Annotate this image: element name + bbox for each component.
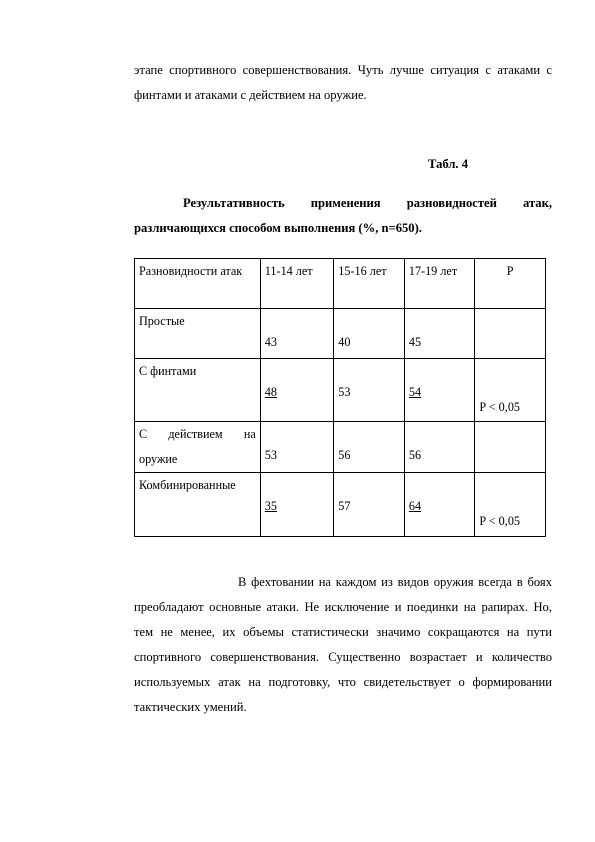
row-label: С финтами: [135, 359, 261, 422]
table-row: [135, 309, 546, 359]
underlined-value: 35: [264, 499, 277, 513]
row-label: Комбинированные: [135, 473, 261, 537]
underlined-value: 54: [408, 385, 422, 399]
cell-value: 53: [260, 422, 334, 473]
results-table: [134, 258, 546, 537]
cell-value: 43: [260, 309, 334, 359]
table-row: [135, 422, 546, 473]
cell-value: 45: [404, 309, 475, 359]
table-caption: Результативность применения разновидностей атак, различающихся способом выполнения (%, n=650).: [134, 196, 552, 235]
table-header-row: [135, 259, 546, 309]
header-age-11-14: 11-14 лет: [260, 259, 334, 309]
cell-p-value: P < 0,05: [475, 473, 546, 537]
row-label: С действием на оружие: [135, 422, 261, 473]
header-age-15-16: 15-16 лет: [334, 259, 405, 309]
cell-value: 56: [334, 422, 405, 473]
header-attack-types: Разновидности атак: [135, 259, 261, 309]
cell-p-value: [475, 309, 546, 359]
header-p: Р: [475, 259, 546, 309]
table-row: [135, 359, 546, 422]
header-age-17-19: 17-19 лет: [404, 259, 475, 309]
cell-value: 40: [334, 309, 405, 359]
paragraph-bottom: В фехтовании на каждом из видов оружия всегда в боях преобладают основные атаки. Не исключение и поединки на рапирах. Но, тем не менее, их объемы статистически значимо сокращаются на пути спортивного совершенствования. Существенно возрастает и количество используемых атак на подготовку, что свидетельствует о формировании тактических умений.: [134, 575, 552, 714]
row-label: Простые: [135, 309, 261, 359]
underlined-value: 64: [408, 499, 422, 513]
cell-value: [260, 359, 334, 422]
cell-value: 57: [334, 473, 405, 537]
table-label: Табл. 4: [428, 157, 469, 171]
cell-p-value: P < 0,05: [475, 359, 546, 422]
cell-p-value: [475, 422, 546, 473]
underlined-value: 48: [264, 385, 277, 399]
cell-value: [404, 473, 475, 537]
table-row: [135, 473, 546, 537]
cell-value: [260, 473, 334, 537]
cell-value: 53: [334, 359, 405, 422]
paragraph-top: этапе спортивного совершенствования. Чуть лучше ситуация с атаками с финтами и атаками с действием на оружие.: [134, 63, 552, 102]
cell-value: 56: [404, 422, 475, 473]
cell-value: [404, 359, 475, 422]
